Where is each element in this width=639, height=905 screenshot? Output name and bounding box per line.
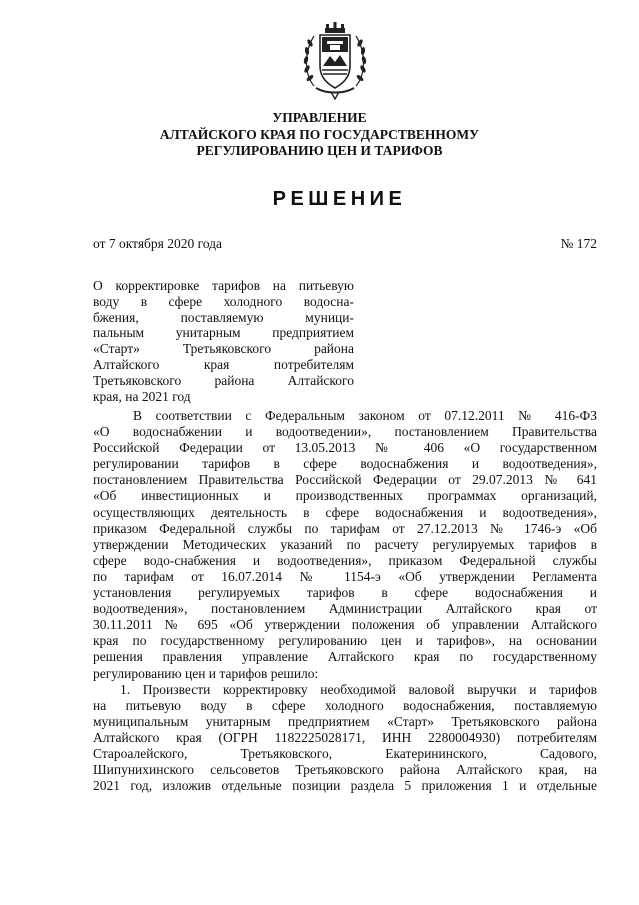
body-line: Алтайского края (ОГРН 1182225028171, ИНН 2280004930) потребителям (93, 729, 597, 745)
subject-line: края, на 2021 год (93, 388, 191, 404)
organization-title (0, 110, 639, 160)
subject-line: «Старт» Третьяковского района (93, 341, 354, 357)
body-line: установления регулируемых тарифов в сфере водоснабжения и (93, 585, 597, 601)
document-subject (93, 278, 354, 404)
body-line: края по государственному регулированию цен и тарифов», на основании (93, 633, 597, 649)
body-line: по тарифам от 16.07.2014 № 1154-э «Об утверждении Регламента (93, 568, 597, 584)
body-line: 30.11.2011 № 695 «Об утверждении положения об управлении Алтайского (93, 617, 597, 633)
body-line: сфере водо-снабжения и водоотведения», приказом Федеральной службы (93, 552, 597, 568)
subject-line: Алтайского края потребителям (93, 356, 354, 372)
body-line: 2021 год, изложив отдельные позиции раздела 5 приложения 1 и отдельные (93, 778, 597, 794)
body-line: водоотведения», постановлением Администрации Алтайского края от (93, 601, 597, 617)
body-line: регулировании тарифов в сфере водоснабжения и водоотведения», (93, 456, 597, 472)
org-title-line: АЛТАЙСКОГО КРАЯ ПО ГОСУДАРСТВЕННОМУ (159, 126, 480, 142)
body-line: утверждении Методических указаний по расчету регулируемых тарифов в (93, 536, 597, 552)
body-line: осуществляющих деятельность в сфере водоснабжения и водоотведения», (93, 504, 597, 520)
body-line: на питьевую воду в сфере холодного водоснабжения, поставляемую (93, 697, 597, 713)
subject-line: бжения, поставляемую муници- (93, 309, 354, 325)
body-line: Шипунихинского сельсоветов Третьяковского района Алтайского края, на (93, 762, 597, 778)
document-type-heading: РЕШЕНИЕ (272, 188, 407, 210)
coat-of-arms-emblem-icon (300, 22, 370, 102)
document-number: № 172 (560, 236, 597, 251)
body-line: 1. Произвести корректировку необходимой валовой выручки и тарифов (120, 681, 597, 697)
body-line: «Об инвестиционных и производственных программах организаций, (93, 488, 597, 504)
body-line: постановлением Правительства Российской Федерации от 29.07.2013 № 641 (93, 472, 597, 488)
body-line: решения правления управление Алтайского края по государственному (93, 649, 597, 665)
body-line: приказом Федеральной службы по тарифам от 27.12.2013 № 1746-э «Об (93, 520, 597, 536)
org-title-line: УПРАВЛЕНИЕ (272, 110, 367, 125)
body-line: Староалейского, Третьяковского, Екатерининского, Садового, (93, 745, 597, 761)
document-body (93, 408, 597, 794)
body-line: регулированию цен и тарифов решило: (93, 665, 319, 681)
document-date: от 7 октября 2020 года (93, 236, 223, 251)
body-line: Российской Федерации от 13.05.2013 № 406 «О государственном (93, 440, 597, 456)
subject-line: О корректировке тарифов на питьевую (93, 278, 354, 293)
subject-line: пальным унитарным предприятием (93, 325, 354, 341)
subject-line: Третьяковского района Алтайского (93, 372, 354, 388)
body-line: В соответствии с Федеральным законом от 07.12.2011 № 416-ФЗ (133, 408, 597, 423)
body-line: «О водоснабжении и водоотведении», постановлением Правительства (93, 424, 597, 440)
org-title-line: РЕГУЛИРОВАНИЮ ЦЕН И ТАРИФОВ (196, 143, 443, 158)
body-line: муниципальным унитарным предприятием «Старт» Третьяковского района (93, 713, 597, 729)
subject-line: воду в сфере холодного водосна- (93, 293, 354, 309)
